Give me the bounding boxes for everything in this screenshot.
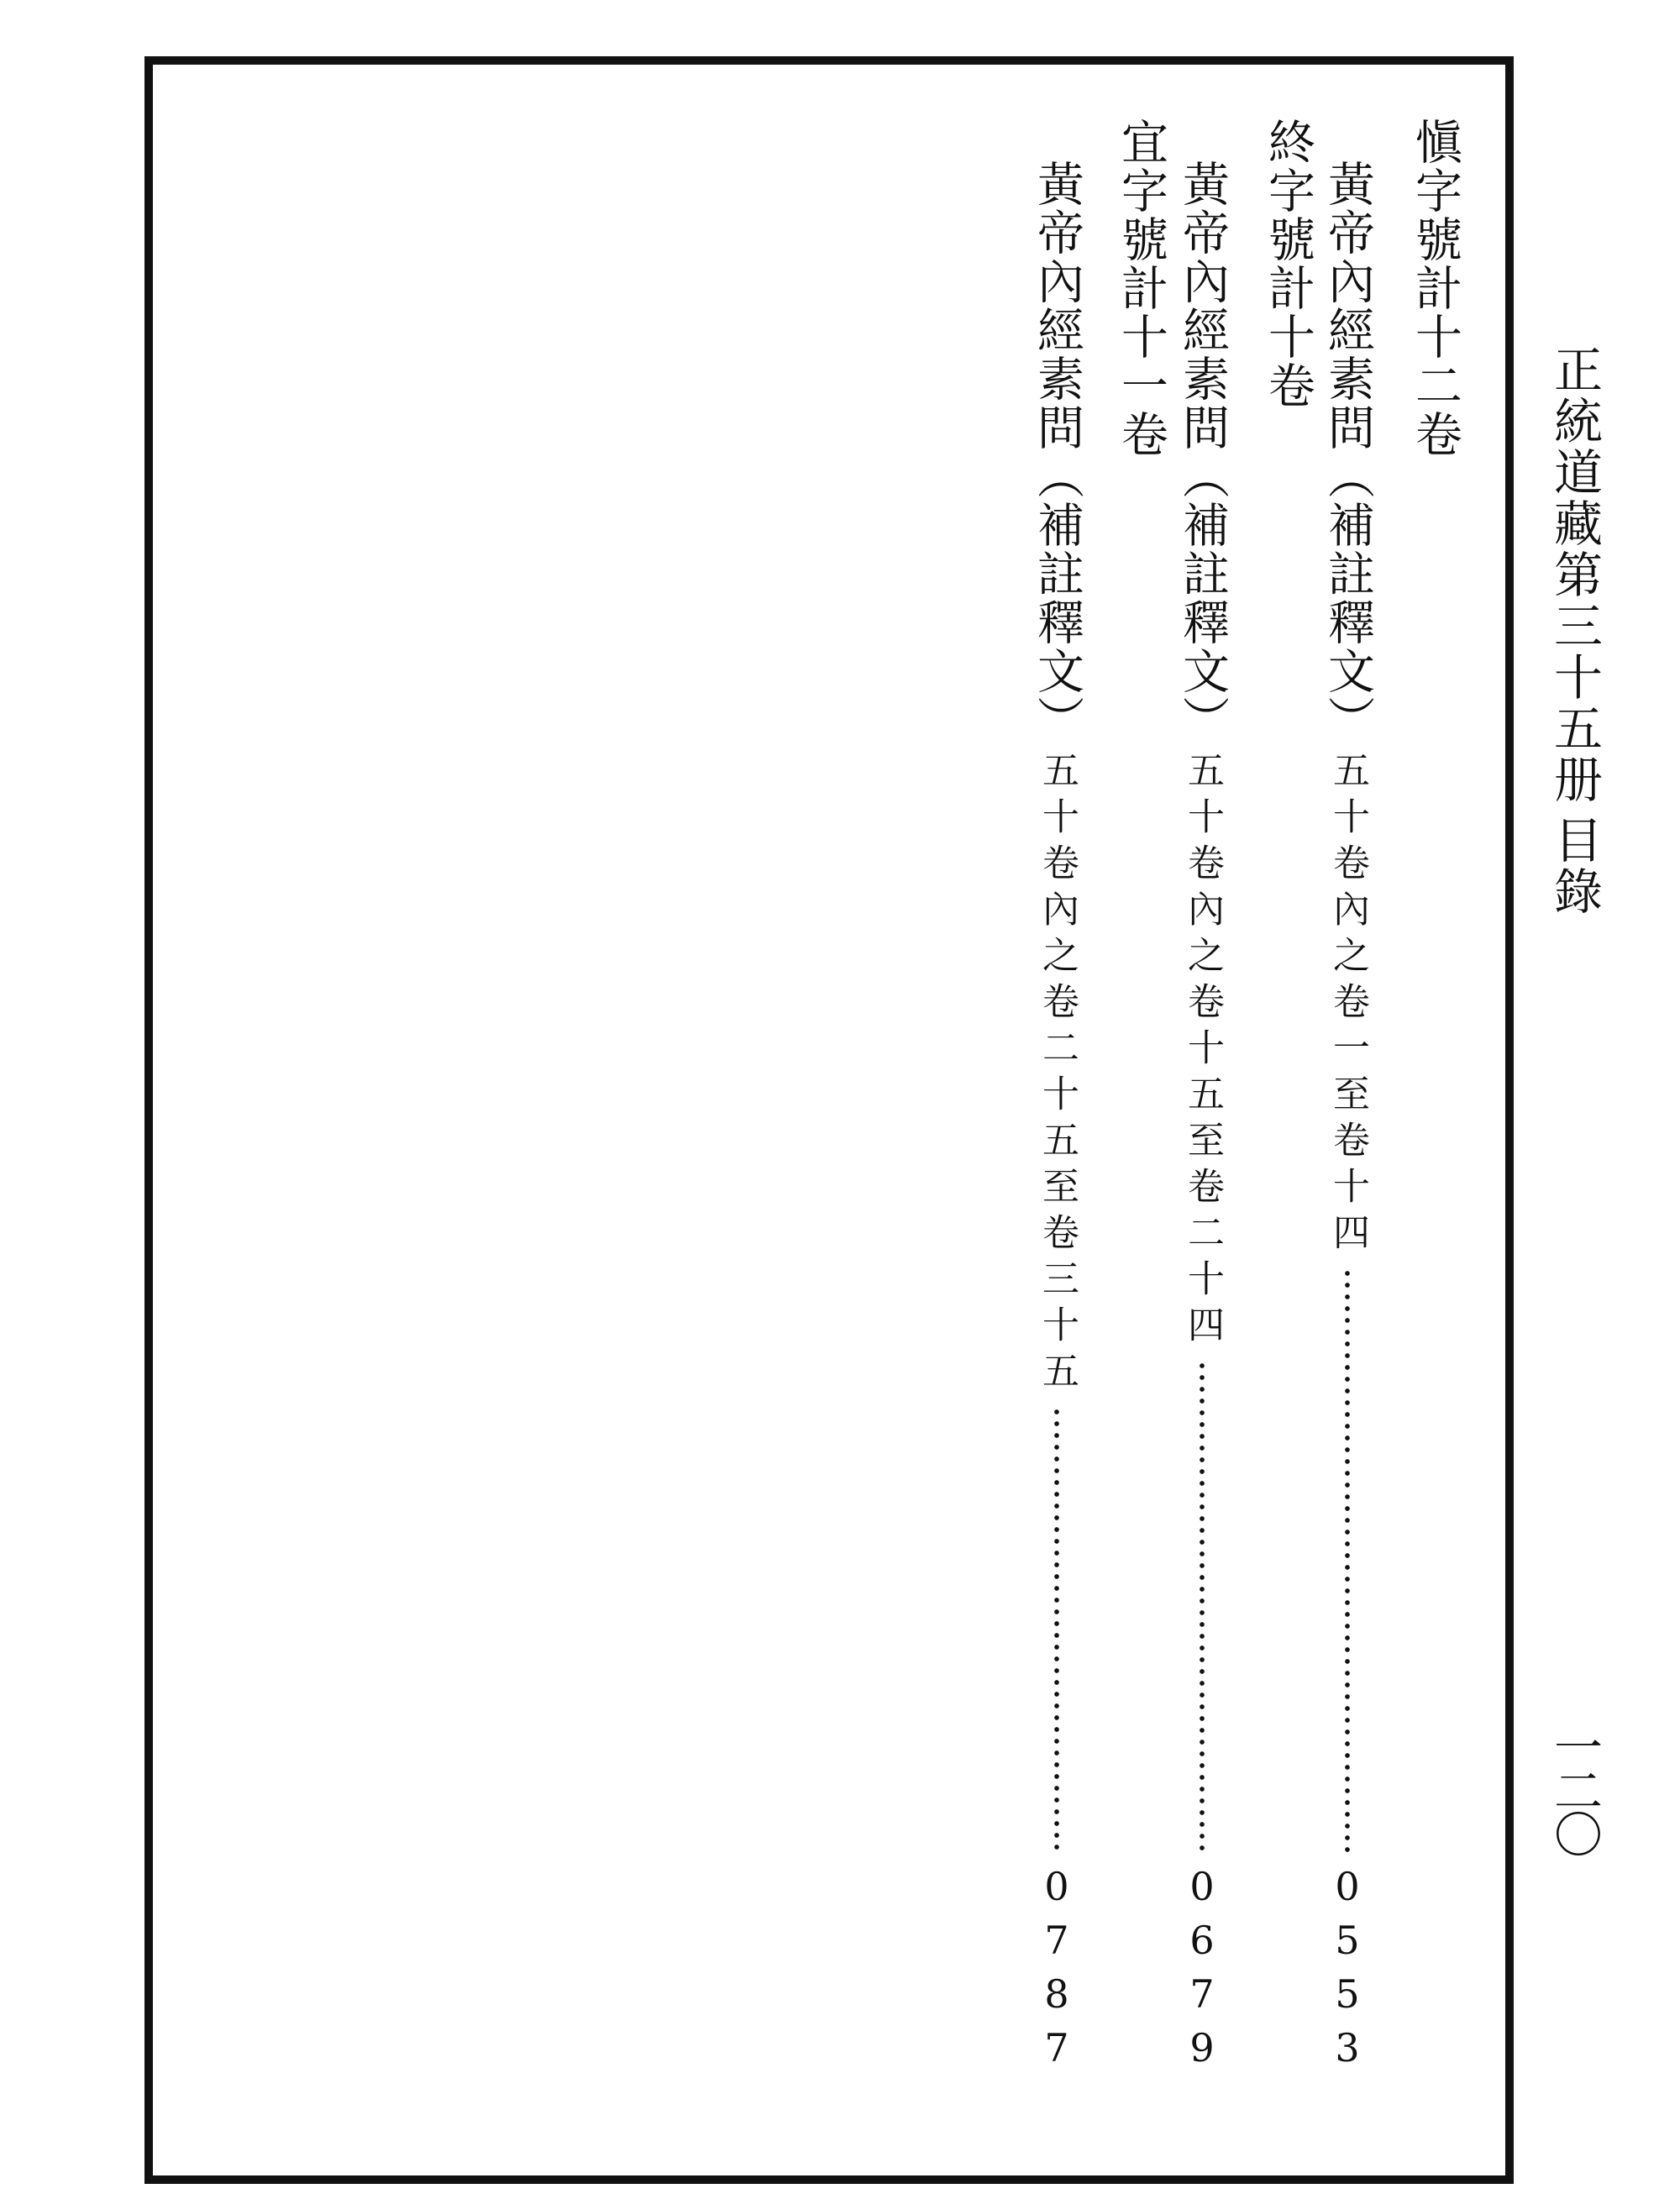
- group-heading-1: 愼字號計十二卷: [1408, 118, 1462, 459]
- entry-page-number: 0787: [1034, 1864, 1079, 2079]
- dot-leader: [1054, 1406, 1059, 1855]
- page-number: 一二〇: [1546, 1722, 1603, 1853]
- entry-page-number: 0553: [1325, 1864, 1370, 2079]
- entry-page-number: 0679: [1179, 1864, 1225, 2079]
- volume-title: 正統道藏第三十五册: [1546, 344, 1603, 806]
- dot-leader: [1345, 1267, 1350, 1855]
- dot-leader: [1200, 1360, 1205, 1855]
- group-heading-2: 終字號計十卷: [1261, 118, 1315, 410]
- entry-title: 黃帝內經素問（補註釋文）: [1320, 160, 1375, 744]
- entry-range: 五十卷內之卷一至卷十四: [1326, 751, 1369, 1259]
- entry-title: 黃帝內經素問（補註釋文）: [1175, 160, 1230, 744]
- entry-title: 黃帝內經素問（補註釋文）: [1030, 160, 1084, 744]
- toc-entry-3[interactable]: [1026, 160, 1087, 2079]
- section-label: 目錄: [1546, 815, 1603, 917]
- toc-entry-2[interactable]: [1172, 160, 1232, 2079]
- entry-range: 五十卷內之卷十五至卷二十四: [1181, 751, 1224, 1351]
- toc-entry-1[interactable]: [1317, 160, 1378, 2079]
- group-heading-3: 宜字號計十一卷: [1114, 118, 1168, 459]
- entry-range: 五十卷內之卷二十五至卷三十五: [1036, 751, 1079, 1398]
